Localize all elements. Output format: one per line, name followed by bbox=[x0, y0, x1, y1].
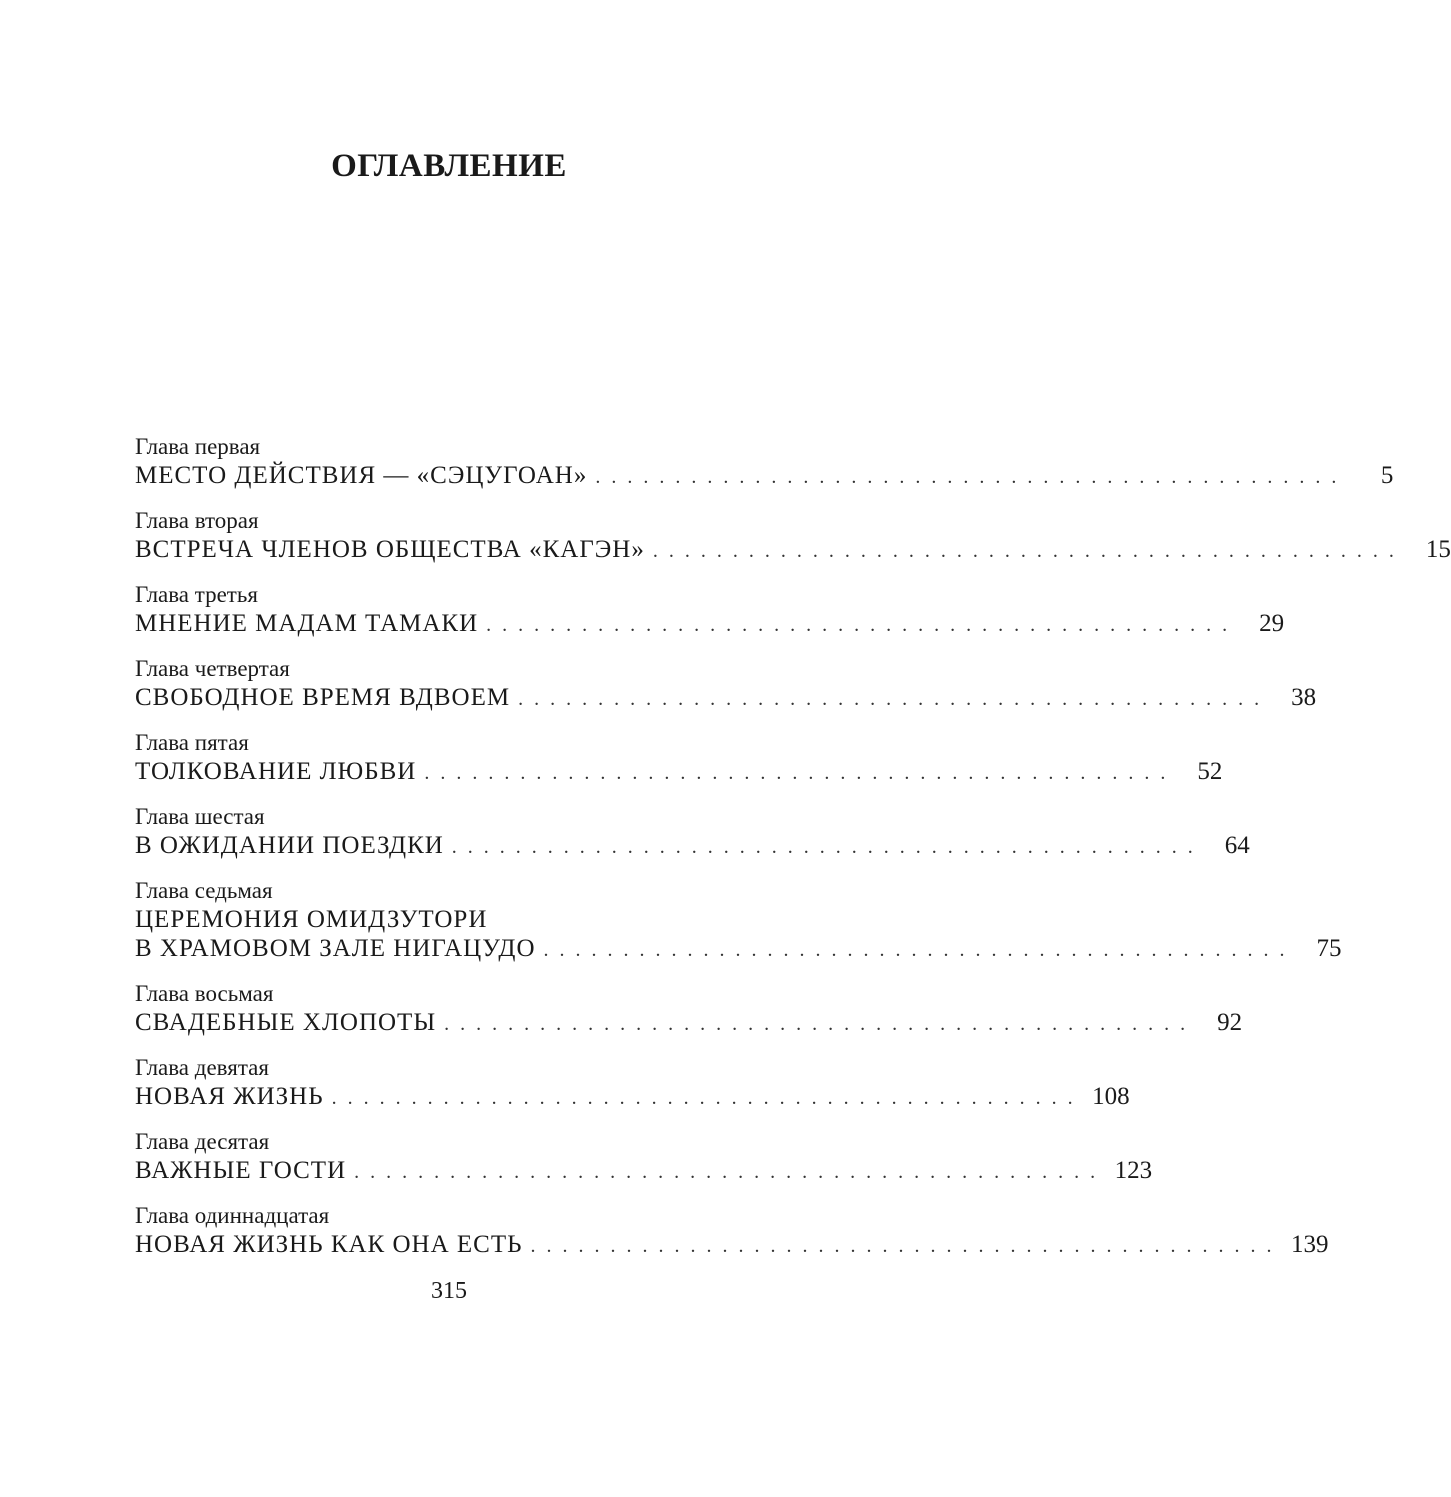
dot-leader: . . . . . . . . . . . . . . . . . . . . . . . . . . . . . . . . . . . . . . . . . . . . . . . bbox=[424, 762, 1169, 784]
chapter-label: Глава десятая bbox=[135, 1129, 270, 1154]
dot-leader: . . . . . . . . . . . . . . . . . . . . . . . . . . . . . . . . . . . . . . . . . . . . . . . bbox=[595, 466, 1340, 488]
dot-leader: . . . . . . . . . . . . . . . . . . . . . . . . . . . . . . . . . . . . . . . . . . . . . . . bbox=[543, 939, 1288, 961]
toc-entry bbox=[135, 1201, 1329, 1259]
chapter-label: Глава девятая bbox=[135, 1055, 269, 1080]
chapter-page-number: 38 bbox=[1291, 684, 1317, 711]
chapter-page-number: 52 bbox=[1197, 758, 1223, 785]
chapter-title: НОВАЯ ЖИЗНЬ bbox=[135, 1083, 324, 1110]
chapter-page-number: 15 bbox=[1425, 536, 1451, 563]
chapter-title: В ОЖИДАНИИ ПОЕЗДКИ bbox=[135, 832, 444, 859]
chapter-label: Глава четвертая bbox=[135, 656, 290, 681]
toc-entry bbox=[135, 580, 1285, 638]
table-of-contents bbox=[135, 432, 1451, 1275]
chapter-title: НОВАЯ ЖИЗНЬ КАК ОНА ЕСТЬ bbox=[135, 1231, 523, 1258]
dot-leader: . . . . . . . . . . . . . . . . . . . . . . . . . . . . . . . . . . . . . . . . . . . . . . . bbox=[530, 1235, 1275, 1257]
toc-entry bbox=[135, 728, 1223, 786]
toc-row bbox=[135, 1082, 1130, 1111]
chapter-label: Глава седьмая bbox=[135, 878, 273, 903]
chapter-title: ВАЖНЫЕ ГОСТИ bbox=[135, 1157, 347, 1184]
chapter-label: Глава шестая bbox=[135, 804, 265, 829]
chapter-page-number: 108 bbox=[1092, 1083, 1130, 1110]
toc-row bbox=[135, 934, 1342, 963]
chapter-title: ЦЕРЕМОНИЯ ОМИДЗУТОРИ bbox=[135, 906, 488, 933]
toc-row bbox=[135, 757, 1223, 786]
toc-row bbox=[135, 535, 1451, 564]
dot-leader: . . . . . . . . . . . . . . . . . . . . . . . . . . . . . . . . . . . . . . . . . . . . . . . bbox=[331, 1087, 1076, 1109]
chapter-label: Глава одиннадцатая bbox=[135, 1203, 330, 1228]
chapter-title: СВОБОДНОЕ ВРЕМЯ ВДВОЕМ bbox=[135, 684, 511, 711]
toc-entry bbox=[135, 506, 1451, 564]
dot-leader: . . . . . . . . . . . . . . . . . . . . . . . . . . . . . . . . . . . . . . . . . . . . . . . bbox=[444, 1013, 1189, 1035]
chapter-page-number: 29 bbox=[1259, 610, 1285, 637]
toc-row bbox=[135, 831, 1250, 860]
toc-entry bbox=[135, 802, 1250, 860]
dot-leader: . . . . . . . . . . . . . . . . . . . . . . . . . . . . . . . . . . . . . . . . . . . . . . . bbox=[354, 1161, 1099, 1183]
chapter-label: Глава вторая bbox=[135, 508, 259, 533]
dot-leader: . . . . . . . . . . . . . . . . . . . . . . . . . . . . . . . . . . . . . . . . . . . . . . . bbox=[486, 614, 1231, 636]
toc-entry bbox=[135, 876, 1342, 963]
chapter-page-number: 5 bbox=[1380, 462, 1394, 489]
toc-row bbox=[135, 461, 1394, 490]
chapter-label: Глава пятая bbox=[135, 730, 249, 755]
chapter-title: МЕСТО ДЕЙСТВИЯ — «СЭЦУГОАН» bbox=[135, 462, 588, 489]
toc-entry bbox=[135, 1127, 1153, 1185]
toc-entry bbox=[135, 979, 1243, 1037]
chapter-label: Глава первая bbox=[135, 434, 261, 459]
toc-entry bbox=[135, 654, 1317, 712]
chapter-title: МНЕНИЕ МАДАМ ТАМАКИ bbox=[135, 610, 479, 637]
dot-leader: . . . . . . . . . . . . . . . . . . . . . . . . . . . . . . . . . . . . . . . . . . . . . . . bbox=[518, 688, 1263, 710]
chapter-title: СВАДЕБНЫЕ ХЛОПОТЫ bbox=[135, 1009, 437, 1036]
chapter-title: В ХРАМОВОМ ЗАЛЕ НИГАЦУДО bbox=[135, 935, 536, 962]
chapter-page-number: 75 bbox=[1316, 935, 1342, 962]
page-number: 315 bbox=[431, 1278, 467, 1304]
toc-row bbox=[135, 1008, 1243, 1037]
toc-row bbox=[135, 683, 1317, 712]
chapter-page-number: 123 bbox=[1114, 1157, 1153, 1184]
dot-leader: . . . . . . . . . . . . . . . . . . . . . . . . . . . . . . . . . . . . . . . . . . . . . . . bbox=[451, 836, 1196, 858]
toc-row bbox=[135, 1156, 1153, 1185]
chapter-label: Глава третья bbox=[135, 582, 258, 607]
page-title: ОГЛАВЛЕНИЕ bbox=[331, 148, 567, 184]
chapter-title: ТОЛКОВАНИЕ ЛЮБВИ bbox=[135, 758, 417, 785]
toc-entry bbox=[135, 432, 1394, 490]
toc-row bbox=[135, 1230, 1329, 1259]
chapter-page-number: 139 bbox=[1290, 1231, 1329, 1258]
chapter-page-number: 92 bbox=[1217, 1009, 1243, 1036]
dot-leader: . . . . . . . . . . . . . . . . . . . . . . . . . . . . . . . . . . . . . . . . . . . . . . . bbox=[652, 540, 1397, 562]
toc-entry bbox=[135, 1053, 1130, 1111]
chapter-title: ВСТРЕЧА ЧЛЕНОВ ОБЩЕСТВА «КАГЭН» bbox=[135, 536, 645, 563]
toc-row bbox=[135, 609, 1285, 638]
chapter-page-number: 64 bbox=[1224, 832, 1250, 859]
chapter-label: Глава восьмая bbox=[135, 981, 274, 1006]
